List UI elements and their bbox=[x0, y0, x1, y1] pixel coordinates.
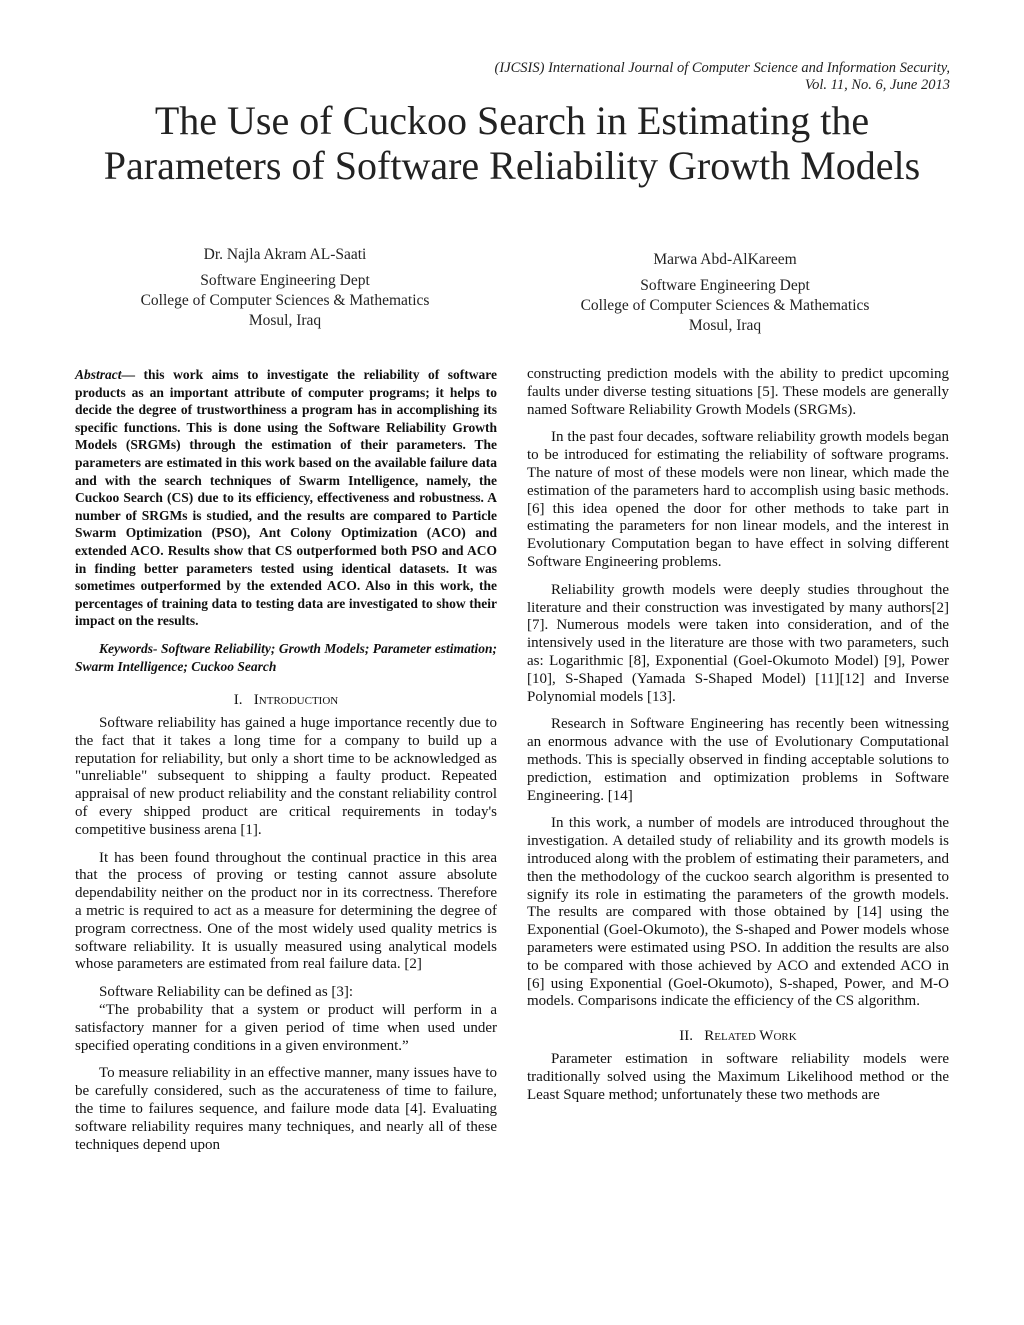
paragraph: In the past four decades, software reliability growth models began to be introduced for estimating the reliability of software programs. The nature of most of these models were non linear, which made the estimation of the parameters hard to accomplish using basic methods.[6] this idea opened the door for other methods to take part in estimating the parameters for non linear models, and the interest in Evolutionary Computation began to have effect in solving different Software Engineering problems. bbox=[527, 429, 949, 570]
author-dept: Software Engineering Dept bbox=[200, 272, 370, 289]
author-college: College of Computer Sciences & Mathematics bbox=[140, 292, 430, 309]
journal-line-1: (IJCSIS) International Journal of Computer Science and Information Security, bbox=[494, 60, 950, 76]
paper-title bbox=[60, 98, 964, 188]
section-heading-related-work bbox=[527, 1027, 949, 1045]
right-column bbox=[527, 366, 949, 1114]
author-block-2 bbox=[540, 250, 910, 336]
journal-header bbox=[495, 60, 950, 94]
section-title: Introduction bbox=[253, 692, 339, 709]
section-number: II. bbox=[679, 1028, 694, 1045]
author-location: Mosul, Iraq bbox=[688, 317, 762, 334]
section-heading-introduction bbox=[75, 691, 497, 709]
paragraph: Parameter estimation in software reliability models were traditionally solved using the Maximum Likelihood method or the Least Square method; unfortunately these two methods are bbox=[527, 1051, 949, 1103]
abstract-lead: Abstract bbox=[75, 367, 122, 382]
definition-quote: “The probability that a system or product will perform in a satisfactory manner for a given period of time when used under specified operating conditions in a given environment.” bbox=[75, 1002, 497, 1054]
paragraph: Reliability growth models were deeply studies throughout the literature and their construction was investigated by many authors[2][7]. Numerous models were taken into consideration, and of the intensively used in the literature are those with two parameters, such as: Logarithmic [8], Exponential (Goel-Okumoto Model) [9], Power [10], S-Shaped (Yamada S-Shaped Model) [11][12] and Inverse Polynomial models [13]. bbox=[527, 581, 949, 705]
author-dept: Software Engineering Dept bbox=[640, 277, 810, 294]
journal-line-2: Vol. 11, No. 6, June 2013 bbox=[804, 77, 950, 93]
definition-intro: Software Reliability can be defined as [3]: bbox=[99, 984, 354, 1001]
author-block-1 bbox=[100, 245, 470, 331]
paragraph-continuation: constructing prediction models with the ability to predict upcoming faults under diverse testing situations [5]. These models are generally named Software Reliability Growth Models (SRGMs). bbox=[527, 366, 949, 418]
keywords: Keywords- Software Reliability; Growth Models; Parameter estimation; Swarm Intelligence; Cuckoo Search bbox=[75, 640, 497, 674]
author-location: Mosul, Iraq bbox=[248, 312, 322, 329]
title-line-1: The Use of Cuckoo Search in Estimating the bbox=[154, 98, 870, 143]
section-number: I. bbox=[233, 692, 243, 709]
author-college: College of Computer Sciences & Mathematics bbox=[580, 297, 870, 314]
paragraph: It has been found throughout the continual practice in this area that the process of proving or testing cannot assure absolute dependability neither on the product nor in its correctness. Therefore a metric is required to act as a measure for determining the degree of program correctness. One of the most widely used quality metrics is software reliability. It is usually measured using analytical models whose parameters are estimated from real failure data. [2] bbox=[75, 849, 497, 973]
paragraph: Software reliability has gained a huge importance recently due to the fact that it takes a long time for a company to build up a reputation for reliability, but only a short time to be acknowledged as "unreliable" subsequent to shipping a faulty product. Repeated appraisal of new product reliability and the constant reliability control of every shipped product are critical requirements in today's competitive business arena [1]. bbox=[75, 715, 497, 838]
section-title: Related Work bbox=[704, 1028, 797, 1045]
abstract-dash: — bbox=[121, 367, 136, 382]
author-name: Dr. Najla Akram AL-Saati bbox=[203, 246, 367, 263]
paragraph: To measure reliability in an effective manner, many issues have to be carefully considered, such as the accurateness of time to failure, the time to failures sequence, and failure mode data [4]. Evaluating software reliability requires many techniques, and nearly all of these techniques depend upon bbox=[75, 1065, 497, 1153]
author-name: Marwa Abd-AlKareem bbox=[653, 251, 797, 268]
left-column bbox=[75, 366, 497, 1164]
abstract bbox=[75, 366, 497, 630]
paragraph: In this work, a number of models are introduced throughout the investigation. A detailed study of reliability and its growth models is introduced along with the problem of estimating their parameters, and then the methodology of the cuckoo search algorithm is presented to signify its role in estimating the parameters of the growth models. The results are compared with those obtained by [14] using the Exponential (Goel-Okumoto), the S-shaped and Power models whose parameters were estimated using PSO. In addition the results are also to be compared with those achieved by ACO and extended ACO in [6] using Exponential (Goel-Okumoto), S-shaped, Power, and M-O models. Comparisons indicate the efficiency of the CS algorithm. bbox=[527, 815, 949, 1010]
paragraph: Research in Software Engineering has recently been witnessing an enormous advance with the use of Evolutionary Computational methods. This is specially observed in finding acceptable solutions to prediction, estimation and optimization problems in Software Engineering. [14] bbox=[527, 716, 949, 804]
title-line-2: Parameters of Software Reliability Growth Models bbox=[103, 143, 921, 188]
abstract-text: this work aims to investigate the reliability of software products as an important attribute of computer programs; it helps to decide the degree of trustworthiness a program has in accomplishing its specific functions. This is done using the Software Reliability Growth Models (SRGMs) through the estimation of their parameters. The parameters are estimated in this work based on the available failure data and with the search techniques of Swarm Intelligence, namely, the Cuckoo Search (CS) due to its efficiency, effectiveness and robustness. A number of SRGMs is studied, and the results are compared to Particle Swarm Optimization (PSO), Ant Colony Optimization (ACO) and extended ACO. Results show that CS outperformed both PSO and ACO in finding better parameters tested using identical datasets. It was sometimes outperformed by the extended ACO. Also in this work, the percentages of training data to testing data are investigated to show their impact on the results. bbox=[75, 367, 497, 629]
